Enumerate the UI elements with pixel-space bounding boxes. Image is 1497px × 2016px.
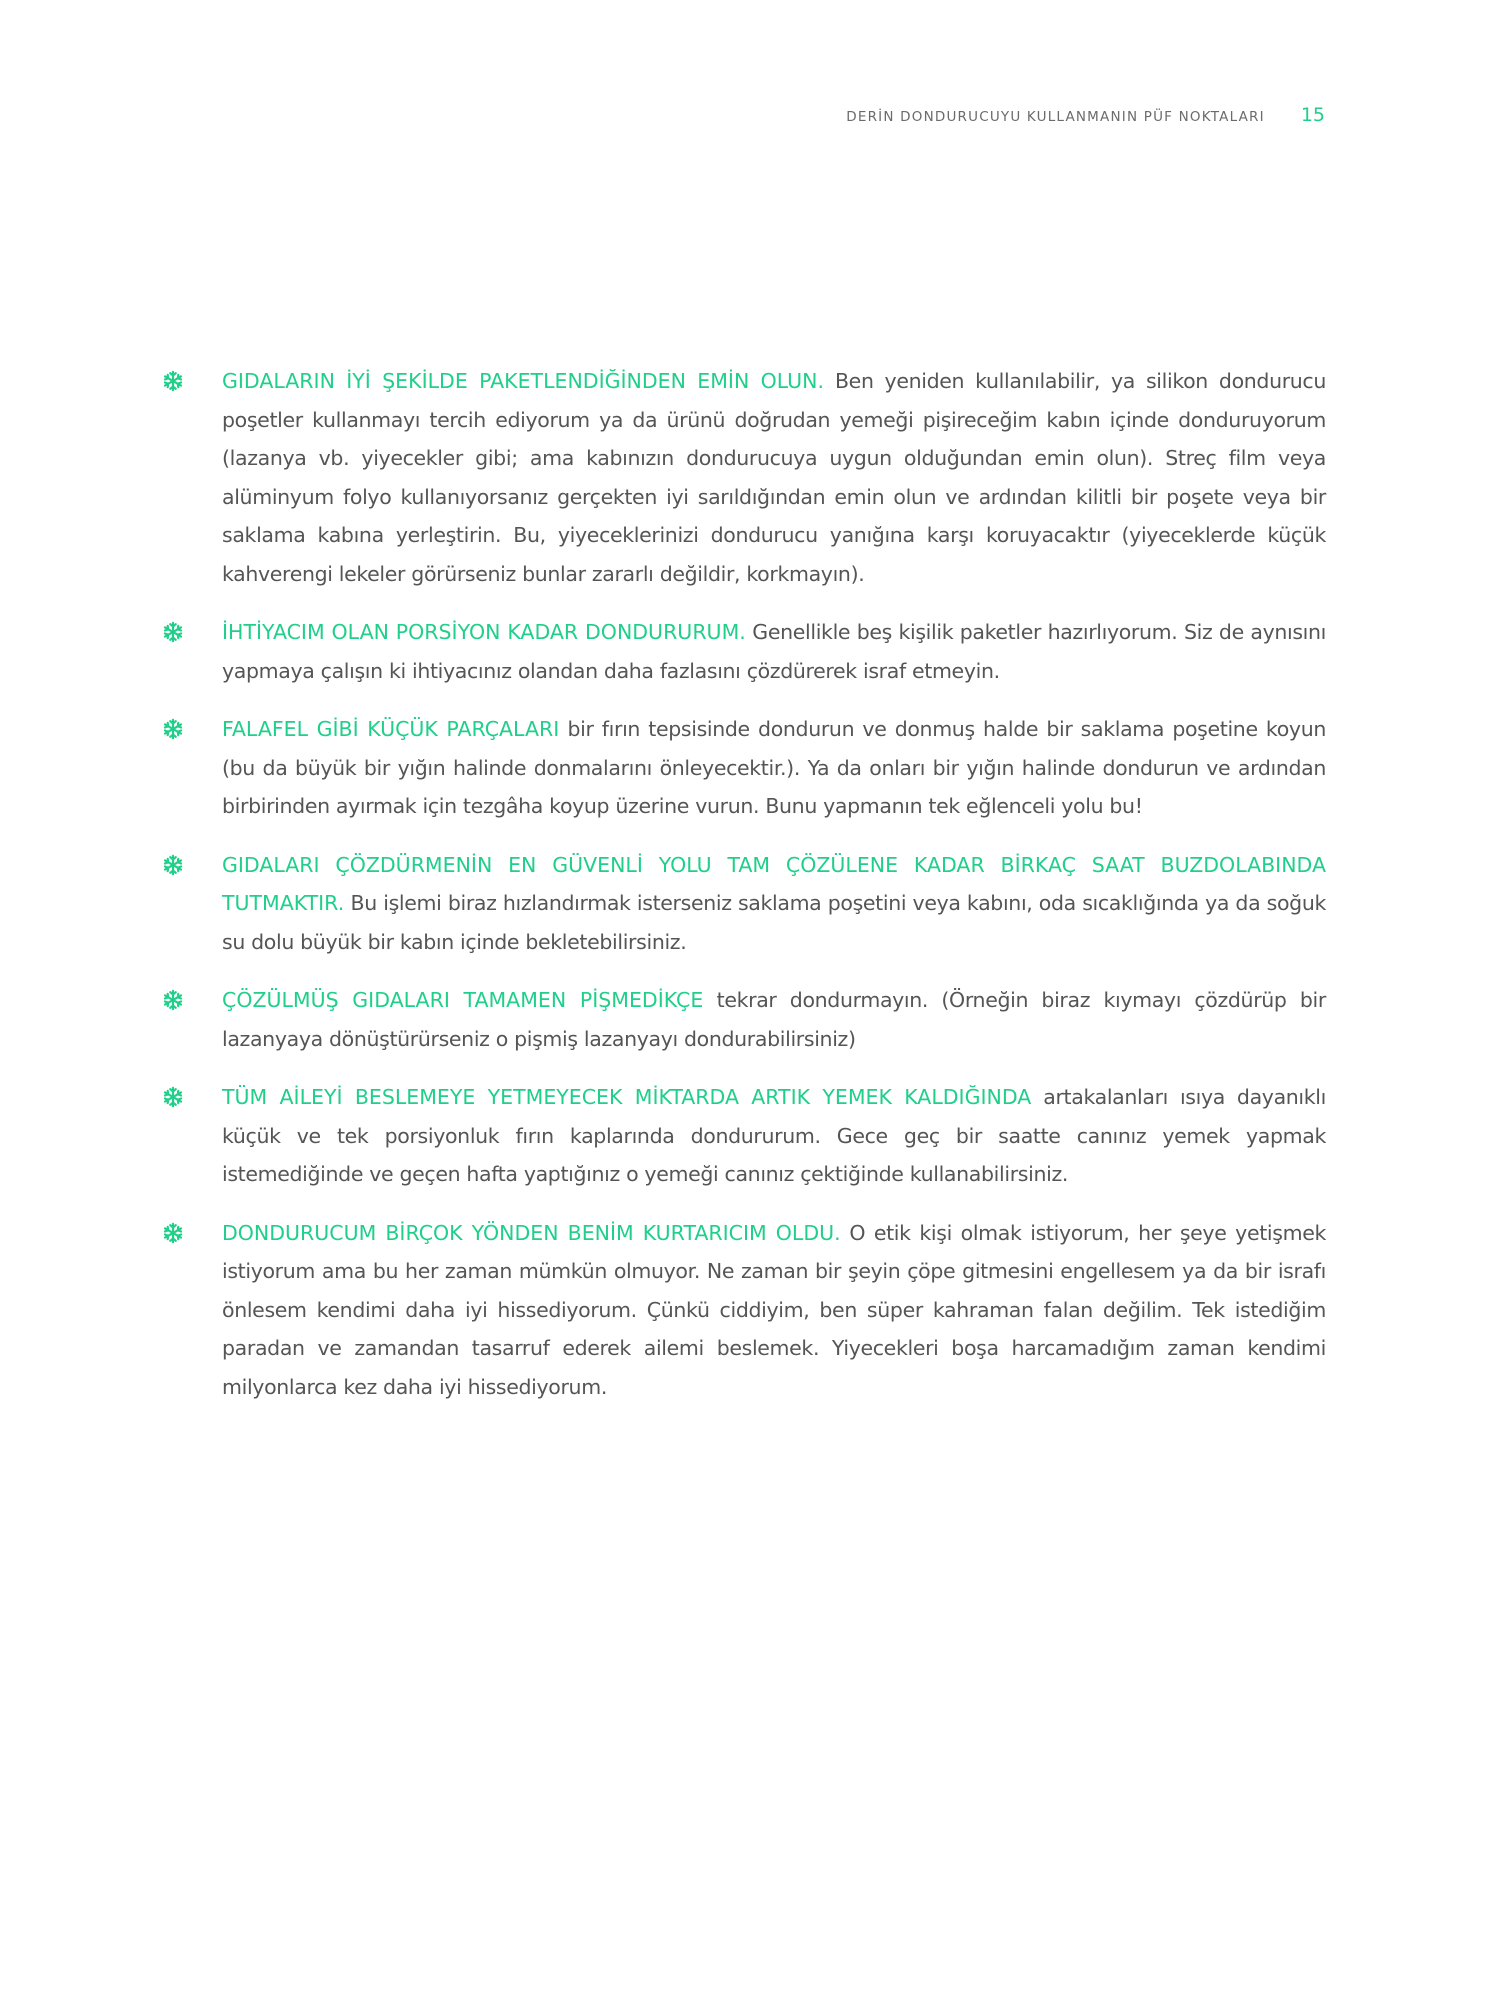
tips-list — [160, 362, 1326, 1426]
tip-body: artakalanları ısıya dayanıklı küçük ve tek porsiyonluk fırın kaplarında dondururum. Gece geç bir saatte canınız yemek yapmak istemediğinde ve geçen hafta yaptığınız o yemeği canınız çektiğinde kullanabilirsiniz. — [222, 1085, 1326, 1186]
tip-text — [222, 613, 1326, 690]
snowflake-icon — [162, 854, 184, 876]
tip-item — [160, 362, 1326, 593]
tip-item — [160, 710, 1326, 826]
tip-item — [160, 613, 1326, 690]
tip-item — [160, 1214, 1326, 1407]
tip-body: tekrar dondurmayın. (Örneğin biraz kıymayı çözdürüp bir lazanyaya dönüştürürseniz o pişmiş lazanyayı dondurabilirsiniz) — [222, 988, 1326, 1051]
tip-text — [222, 362, 1326, 593]
tip-heading: GIDALARIN İYİ ŞEKİLDE PAKETLENDİĞİNDEN EMİN OLUN. — [222, 369, 824, 393]
tip-item — [160, 846, 1326, 962]
tip-heading: TÜM AİLEYİ BESLEMEYE YETMEYECEK MİKTARDA ARTIK YEMEK KALDIĞINDA — [222, 1085, 1032, 1109]
tip-body: Bu işlemi biraz hızlandırmak isterseniz saklama poşetini veya kabını, oda sıcaklığında ya da soğuk su dolu büyük bir kabın içinde bekletebilirsiniz. — [222, 891, 1326, 954]
snowflake-icon — [162, 1086, 184, 1108]
tip-text — [222, 981, 1326, 1058]
tip-heading: DONDURUCUM BİRÇOK YÖNDEN BENİM KURTARICIM OLDU. — [222, 1220, 841, 1245]
tip-body: Ben yeniden kullanılabilir, ya silikon dondurucu poşetler kullanmayı tercih ediyorum ya da ürünü doğrudan yemeği pişireceğim kabın içinde donduruyorum (lazanya vb. yiyecekler gibi; ama kabınızın dondurucuya uygun olduğundan emin olun). Streç film veya alüminyum folyo kullanıyorsanız gerçekten iyi sarıldığından emin olun ve ardından kilitli bir poşete veya bir saklama kabına yerleştirin. Bu, yiyeceklerinizi dondurucu yanığına karşı koruyacaktır (yiyeceklerde küçük kahverengi lekeler görürseniz bunlar zararlı değildir, korkmayın). — [222, 369, 1326, 586]
tip-text — [222, 1078, 1326, 1194]
tip-body: bir fırın tepsisinde dondurun ve donmuş halde bir saklama poşetine koyun (bu da büyük bir yığın halinde donmalarını önleyecektir.). Ya da onları bir yığın halinde dondurun ve ardından birbirinden ayırmak için tezgâha koyup üzerine vurun. Bunu yapmanın tek eğlenceli yolu bu! — [222, 717, 1326, 818]
tip-item — [160, 981, 1326, 1058]
tip-heading: GIDALARI ÇÖZDÜRMENİN EN GÜVENLİ YOLU TAM ÇÖZÜLENE KADAR BİRKAÇ SAAT BUZDOLABINDA TUTMAKTIR. — [222, 852, 1326, 915]
tip-text — [222, 1214, 1326, 1407]
tip-body: O etik kişi olmak istiyorum, her şeye yetişmek istiyorum ama bu her zaman mümkün olmuyor. Ne zaman bir şeyin çöpe gitmesini engellesem ya da bir israfı önlesem kendimi daha iyi hissediyorum. Çünkü ciddiyim, ben süper kahraman falan değilim. Tek istediğim paradan ve zamandan tasarruf ederek ailemi beslemek. Yiyecekleri boşa harcamadığım zaman kendimi milyonlarca kez daha iyi hissediyorum. — [222, 1220, 1326, 1399]
tip-item — [160, 1078, 1326, 1194]
tip-heading: İHTİYACIM OLAN PORSİYON KADAR DONDURURUM. — [222, 620, 746, 644]
snowflake-icon — [162, 370, 184, 392]
snowflake-icon — [162, 718, 184, 740]
page-number: 15 — [1300, 104, 1325, 126]
tip-heading: FALAFEL GİBİ KÜÇÜK PARÇALARI — [222, 717, 560, 741]
tip-body: Genellikle beş kişilik paketler hazırlıyorum. Siz de aynısını yapmaya çalışın ki ihtiyacınız olandan daha fazlasını çözdürerek israf etmeyin. — [222, 620, 1327, 683]
tip-text — [222, 846, 1326, 962]
tip-heading: ÇÖZÜLMÜŞ GIDALARI TAMAMEN PİŞMEDİKÇE — [222, 988, 704, 1012]
tip-text — [222, 710, 1326, 826]
snowflake-icon — [162, 1222, 184, 1244]
snowflake-icon — [162, 621, 184, 643]
snowflake-icon — [162, 989, 184, 1011]
running-title: DERİN DONDURUCUYU KULLANMANIN PÜF NOKTALARI — [846, 109, 1265, 125]
running-header — [846, 104, 1325, 126]
